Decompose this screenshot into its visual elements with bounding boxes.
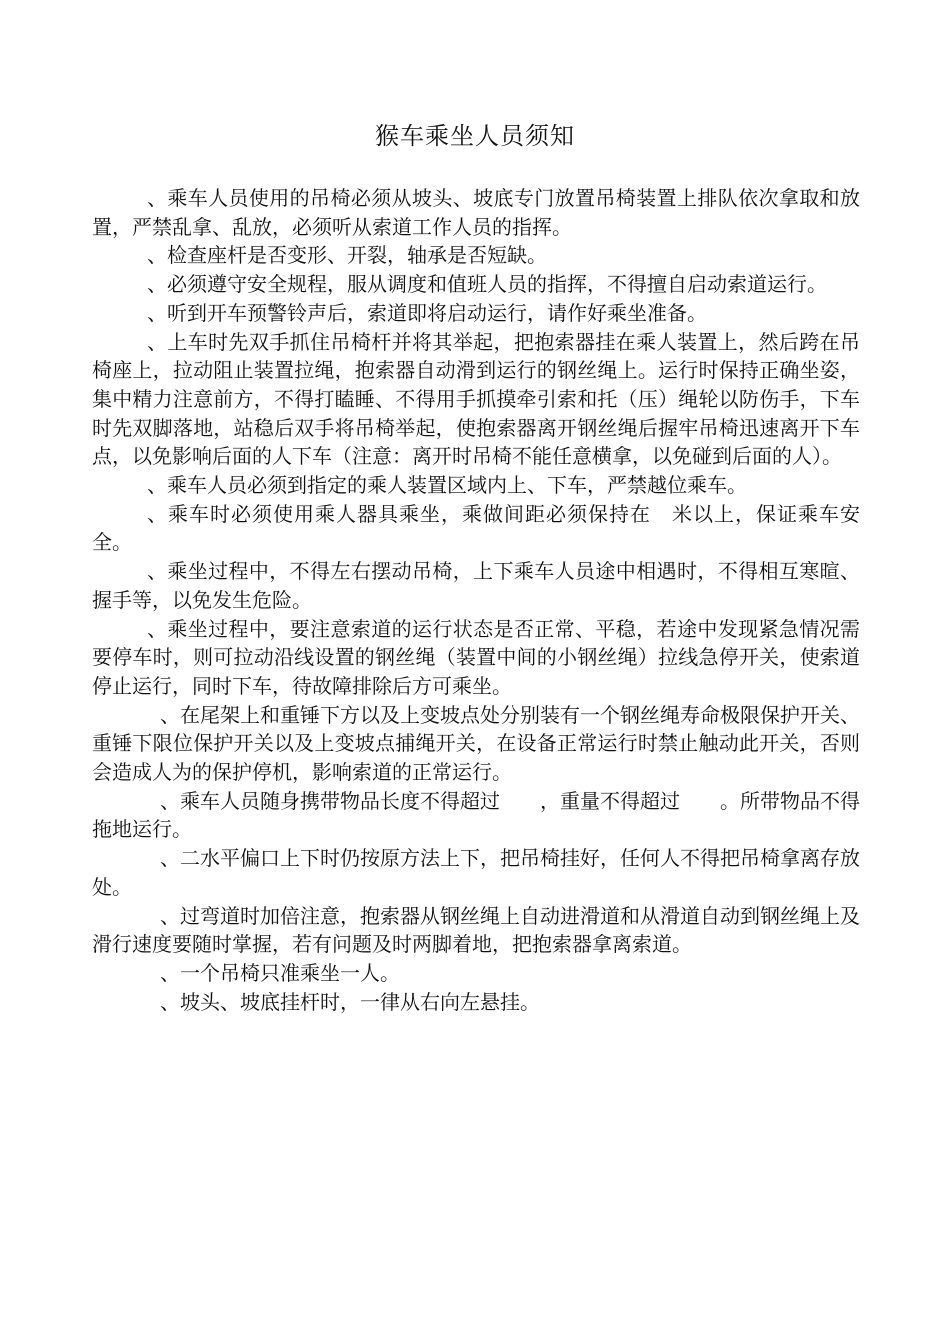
- rule-item-7: 、乘车时必须使用乘人器具乘坐，乘做间距必须保持在 米以上，保证乘车安全。: [92, 501, 860, 555]
- rule-item-1: 、乘车人员使用的吊椅必须从坡头、坡底专门放置吊椅装置上排队依次拿取和放置，严禁乱拿、乱放，必须听从索道工作人员的指挥。: [92, 186, 860, 239]
- rule-item-9: 、乘坐过程中，要注意索道的运行状态是否正常、平稳，若途中发现紧急情况需要停车时，则可拉动沿线设置的钢丝绳（装置中间的小钢丝绳）拉线急停开关，使索道停止运行，同时下车，待故障排除后方可乘坐。: [92, 616, 860, 698]
- rule-item-11: 、乘车人员随身携带物品长度不得超过 ，重量不得超过 。所带物品不得拖地运行。: [92, 788, 860, 842]
- document-title: 猴车乘坐人员须知: [375, 122, 575, 150]
- rule-item-13: 、过弯道时加倍注意，抱索器从钢丝绳上自动进滑道和从滑道自动到钢丝绳上及滑行速度要随时掌握，若有问题及时两脚着地，把抱索器拿离索道。: [92, 903, 860, 957]
- rule-item-4: 、听到开车预警铃声后，索道即将启动运行，请作好乘坐准备。: [147, 300, 707, 325]
- rule-item-12: 、二水平偏口上下时仍按原方法上下，把吊椅挂好，任何人不得把吊椅拿离存放处。: [92, 846, 860, 899]
- rule-item-14: 、一个吊椅只准乘坐一人。: [160, 960, 400, 985]
- rule-item-10: 、在尾架上和重锤下方以及上变坡点处分别装有一个钢丝绳寿命极限保护开关、重锤下限位保护开关以及上变坡点捕绳开关，在设备正常运行时禁止触动此开关，否则会造成人为的保护停机，影响索道的正常运行。: [92, 702, 860, 785]
- rule-item-15: 、坡头、坡底挂杆时，一律从右向左悬挂。: [160, 989, 540, 1014]
- rule-item-8: 、乘坐过程中，不得左右摆动吊椅，上下乘车人员途中相遇时，不得相互寒暄、握手等，以免发生危险。: [92, 559, 860, 612]
- rule-item-3: 、必须遵守安全规程，服从调度和值班人员的指挥，不得擅自启动索道运行。: [147, 272, 827, 297]
- rule-item-2: 、检查座杆是否变形、开裂，轴承是否短缺。: [147, 243, 547, 268]
- rules-list: [92, 184, 860, 1016]
- rule-item-5: 、上车时先双手抓住吊椅杆并将其举起，把抱索器挂在乘人装置上，然后跨在吊椅座上，拉动阻止装置拉绳，抱索器自动滑到运行的钢丝绳上。运行时保持正确坐姿，集中精力注意前方，不得打瞌睡、不得用手抓摸牵引索和托（压）绳轮以防伤手，下车时先双脚落地，站稳后双手将吊椅举起，使抱索器离开钢丝绳后握牢吊椅迅速离开下车点，以免影响后面的人下车（注意：离开时吊椅不能任意横拿，以免碰到后面的人）。: [92, 329, 860, 469]
- rule-item-6: 、乘车人员必须到指定的乘人装置区域内上、下车，严禁越位乘车。: [147, 473, 747, 498]
